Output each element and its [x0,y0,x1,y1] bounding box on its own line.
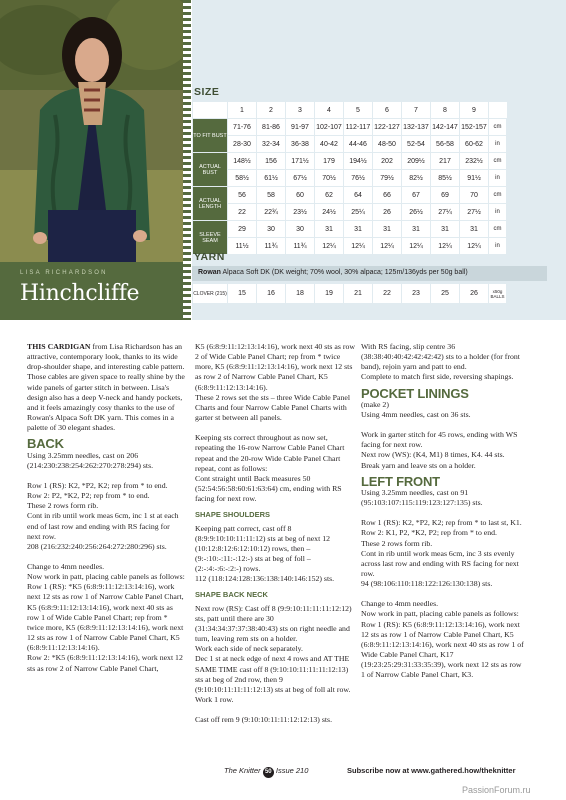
c3-p3: Using 4mm needles, cast on 36 sts. [361,409,471,419]
c2-p5: Keeping patt correct, cast off 8 (8:9:9:10:10:11:11:12) sts at beg of next 12 (10:12:8:12:6:12:10:12) rows, then – (9:-:10:-:11:-:12:-) sts at beg of foll – (2:-:4:-:6:-:2:-) rows. [195,523,330,574]
size-row-label: SLEEVE SEAM [193,221,228,255]
size-unit: cm [489,153,507,170]
size-cell: 27½ [460,204,489,221]
clover-label: CLOVER (215) [193,284,228,304]
size-cell: 112-117 [344,119,373,136]
size-header-4: 4 [315,102,344,119]
column-3 [361,342,525,681]
c3-p8: Row 1 (RS): K2, *P2, K2; rep from * to last st, K1. [361,518,522,528]
size-header-1: 1 [228,102,257,119]
c2-p4: Cont straight until Back measures 50 (52:54:56:58:60:61:63:64) cm, ending with RS facing for next row. [195,473,342,504]
size-cell: 52-54 [402,136,431,153]
c2-p7: Next row (RS): Cast off 8 (9:9:10:11:11:11:12:12) sts, patt until there are 30 (31:34:34:37:37:38:40:43) sts on right needle and turn, leaving rem sts on a holder. [195,603,352,644]
size-unit: in [489,204,507,221]
size-cell: 25¼ [344,204,373,221]
size-cell: 26 [373,204,402,221]
title-banner [0,262,183,320]
size-cell: 142-147 [431,119,460,136]
back-sts: 208 (216:232:240:256:264:272:280:296) sts. [27,541,167,551]
c3-p12: 94 (98:106:110:118:122:126:130:138) sts. [361,579,493,589]
size-cell: 148½ [228,153,257,170]
clover-unit: x50g BALLS [489,284,507,304]
clover-cell: 23 [402,284,431,304]
size-cell: 179 [315,153,344,170]
watermark: PassionForum.ru [462,785,531,795]
size-cell: 22 [228,204,257,221]
size-cell: 194½ [344,153,373,170]
c3-p11: Cont in rib until work meas 6cm, inc 3 sts evenly across last row and ending with RS facing for next row. [361,548,519,578]
size-cell: 11¾ [286,238,315,255]
c3-p9: Row 2: K1, P2, *K2, P2; rep from * to end. [361,528,498,538]
magazine-issue [224,766,308,778]
size-cell: 62 [315,187,344,204]
c2-p2: These 2 rows set the sts – three Wide Cable Panel Charts and four Narrow Cable Panel Charts with garter st between all panels. [195,392,351,423]
unit-corner [489,102,507,119]
column-1 [27,342,185,674]
clover-cell: 26 [460,284,489,304]
size-unit: cm [489,119,507,136]
size-cell: 11¾ [257,238,286,255]
size-header-3: 3 [286,102,315,119]
c3-p4: Work in garter stitch for 45 rows, ending with WS facing for next row. [361,430,518,450]
size-cell: 132-137 [402,119,431,136]
size-cell: 102-107 [315,119,344,136]
size-cell: 58 [257,187,286,204]
size-unit: in [489,170,507,187]
yarn-description: Alpaca Soft DK (DK weight; 70% wool, 30% alpaca; 125m/136yds per 50g ball) [220,269,468,276]
c2-p8: Work each side of neck separately. [195,644,303,654]
size-header-7: 7 [402,102,431,119]
size-cell: 29 [228,221,257,238]
clover-table [192,283,507,304]
size-header-2: 2 [257,102,286,119]
size-cell: 69 [431,187,460,204]
size-cell: 36-38 [286,136,315,153]
c3-p6: Break yarn and leave sts on a holder. [361,460,476,470]
size-row-label: TO FIT BUST [193,119,228,153]
size-cell: 76½ [344,170,373,187]
clover-cell: 16 [257,284,286,304]
clover-cell: 22 [373,284,402,304]
size-cell: 79½ [373,170,402,187]
magazine-name: The Knitter [224,766,261,775]
size-cell: 61½ [257,170,286,187]
size-cell: 24½ [315,204,344,221]
size-table [192,101,507,255]
back-patt-row1: Row 1 (RS): *K5 (6:8:9:11:12:13:14:16), work next 12 sts as row 1 of Narrow Cable Panel Chart, K5 (6:8:9:11:12:13:14:16), work next 40 sts as row 1 of Wide Cable Panel Chart; rep from * twice more, K5 (6:8:9:11:12:13:14:16), work next 12 sts as row 1 of Narrow Cable Panel Chart, K5 (6:8:9:11:12:13:14:16). [27,582,184,653]
c2-p6: 112 (118:124:128:136:138:140:146:152) sts. [195,574,335,584]
intro-lead: THIS CARDIGAN [27,342,91,351]
size-corner [193,102,228,119]
intro-paragraph [27,342,185,433]
size-cell: 22¾ [257,204,286,221]
c3-p5: Next row (WS): (K4, M1) 8 times, K4. 44 sts. [361,450,505,460]
size-header-8: 8 [431,102,460,119]
size-cell: 12¼ [402,238,431,255]
c2-p3: Keeping sts correct throughout as now set, repeating the 16-row Narrow Cable Panel Chart repeat and the 20-row Wide Cable Panel Chart repeat, cont as follows: [195,433,345,473]
clover-cell: 15 [228,284,257,304]
size-cell: 56-58 [431,136,460,153]
size-heading: SIZE [194,86,220,98]
size-cell: 12¼ [373,238,402,255]
size-cell: 30 [257,221,286,238]
size-cell: 85½ [431,170,460,187]
back-change: Change to 4mm needles. [27,561,105,571]
c3-p1: With RS facing, slip centre 36 (38:38:40:40:42:42:42:42) sts to a holder (for front band), rejoin yarn and patt to end. [361,342,520,372]
size-cell: 12¼ [344,238,373,255]
size-unit: cm [489,187,507,204]
size-cell: 66 [373,187,402,204]
zigzag-divider [183,0,191,320]
size-cell: 67½ [286,170,315,187]
size-header-6: 6 [373,102,402,119]
size-cell: 31 [460,221,489,238]
size-cell: 156 [257,153,286,170]
size-cell: 23½ [286,204,315,221]
yarn-heading: YARN [194,251,225,263]
c2-p1: K5 (6:8:9:11:12:13:14:16), work next 40 sts as row 2 of Wide Cable Panel Chart; rep from * twice more, K5 (6:8:9:11:12:13:14:16), work next 12 sts as row 2 of Narrow Cable Panel Chart, K5 (6:8:9:11:12:13:14:16). [195,342,355,392]
size-cell: 40-42 [315,136,344,153]
designer-name: LISA RICHARDSON [20,270,108,276]
clover-cell: 18 [286,284,315,304]
size-cell: 30 [286,221,315,238]
size-cell: 26½ [402,204,431,221]
size-cell: 12¼ [315,238,344,255]
clover-cell: 21 [344,284,373,304]
size-cell: 31 [373,221,402,238]
back-heading: BACK [27,436,64,452]
subscribe-link[interactable]: Subscribe now at www.gathered.how/theknitter [347,766,516,775]
size-cell: 11½ [228,238,257,255]
c3-p10: These 2 rows form rib. [361,538,433,548]
size-cell: 209½ [402,153,431,170]
c2-p10: Work 1 row. [195,695,234,704]
size-header-5: 5 [344,102,373,119]
size-cell: 202 [373,153,402,170]
c3-p7: Using 3.25mm needles, cast on 91 (95:103:107:115:119:123:127:135) sts. [361,487,483,508]
size-cell: 70½ [315,170,344,187]
shape-shoulders-heading: SHAPE SHOULDERS [195,510,271,520]
issue-number: Issue 210 [275,766,309,775]
size-cell: 67 [402,187,431,204]
size-cell: 31 [431,221,460,238]
size-cell: 91½ [460,170,489,187]
size-row-label: ACTUAL LENGTH [193,187,228,221]
size-cell: 31 [344,221,373,238]
size-cell: 48-50 [373,136,402,153]
size-cell: 71-76 [228,119,257,136]
size-unit: cm [489,221,507,238]
c3-p14: Now work in patt, placing cable panels as follows: [361,609,519,619]
size-cell: 217 [431,153,460,170]
size-cell: 12¼ [460,238,489,255]
size-cell: 28-30 [228,136,257,153]
size-cell: 31 [315,221,344,238]
size-cell: 32-34 [257,136,286,153]
c2-p9: Dec 1 st at neck edge of next 4 rows and AT THE SAME TIME cast off 8 (9:10:10:11:11:11:12:13) sts at beg of 2nd row, then 9 (9:10:10:11:11:11:12:13) sts at beg of foll alt row. [195,654,351,694]
clover-cell: 19 [315,284,344,304]
c3-p2: Complete to match first side, reversing shapings. [361,372,514,382]
size-cell: 232½ [460,153,489,170]
size-cell: 56 [228,187,257,204]
size-cell: 44-46 [344,136,373,153]
shape-back-neck-heading: SHAPE BACK NECK [195,590,268,600]
back-row2: Row 2: P2, *K2, P2; rep from * to end. [27,491,150,501]
yarn-brand: Rowan [198,269,221,276]
column-2 [195,342,355,725]
size-row-label: ACTUAL BUST [193,153,228,187]
back-patt-row2: Row 2: *K5 (6:8:9:11:12:13:14:16), work next 12 sts as row 2 of Narrow Cable Panel Chart, [27,653,183,673]
left-front-heading: LEFT FRONT [361,473,440,489]
model-photo [0,0,183,262]
intro-text: from Lisa Richardson has an attractive, contemporary look, thanks to its wide drop-shoulder shape, and interesting cable pattern. Those cables are given space to really shine by the wide panels of garter stitch in between. Lisa's design also has a deep V-neck and handy pockets, and it feels amazingly cosy thanks to the use of Rowan's Alpaca Soft DK yarn. This comes in a palette of 30 elegant shades. [27,342,185,433]
size-cell: 12¼ [431,238,460,255]
size-cell: 81-86 [257,119,286,136]
c3-p15: Row 1 (RS): K5 (6:8:9:11:12:13:14:16), work next 12 sts as row 1 of Narrow Cable Panel Chart, K5 (6:8:9:11:12:13:14:16), work next 40 sts as row 1 of Wide Cable Panel Chart, K17 (19:23:25:29:31:33:35:39), work next 12 sts as row 1 of Narrow Cable Panel Chart, K3. [361,619,524,680]
back-cont: Cont in rib until work meas 6cm, inc 1 st at each end of last row and ending with RS facing for next row. [27,511,179,541]
page-number: 50 [263,767,274,778]
size-cell: 91-97 [286,119,315,136]
size-cell: 171½ [286,153,315,170]
size-cell: 31 [402,221,431,238]
back-caston: Using 3.25mm needles, cast on 206 (214:230:238:254:262:270:278:294) sts. [27,450,154,470]
size-cell: 70 [460,187,489,204]
size-header-9: 9 [460,102,489,119]
size-cell: 82½ [402,170,431,187]
c2-p11: Cast off rem 9 (9:10:10:11:11:12:12:13) sts. [195,715,333,725]
size-cell: 58½ [228,170,257,187]
size-yarn-panel [192,0,566,320]
size-unit: in [489,136,507,153]
size-cell: 27¼ [431,204,460,221]
back-now: Now work in patt, placing cable panels as follows: [27,572,185,582]
size-cell: 152-157 [460,119,489,136]
size-cell: 122-127 [373,119,402,136]
size-cell: 64 [344,187,373,204]
yarn-info [192,266,547,281]
pocket-linings-heading: POCKET LININGS [361,385,469,401]
size-cell: 60 [286,187,315,204]
size-unit: in [489,238,507,255]
c3-p13: Change to 4mm needles. [361,599,439,609]
clover-cell: 25 [431,284,460,304]
back-row1: Row 1 (RS): K2, *P2, K2; rep from * to end. [27,480,168,490]
back-rib: These 2 rows form rib. [27,501,99,511]
pattern-title: Hinchcliffe [20,281,140,306]
c3-make: (make 2) [361,399,389,409]
size-cell: 60-62 [460,136,489,153]
